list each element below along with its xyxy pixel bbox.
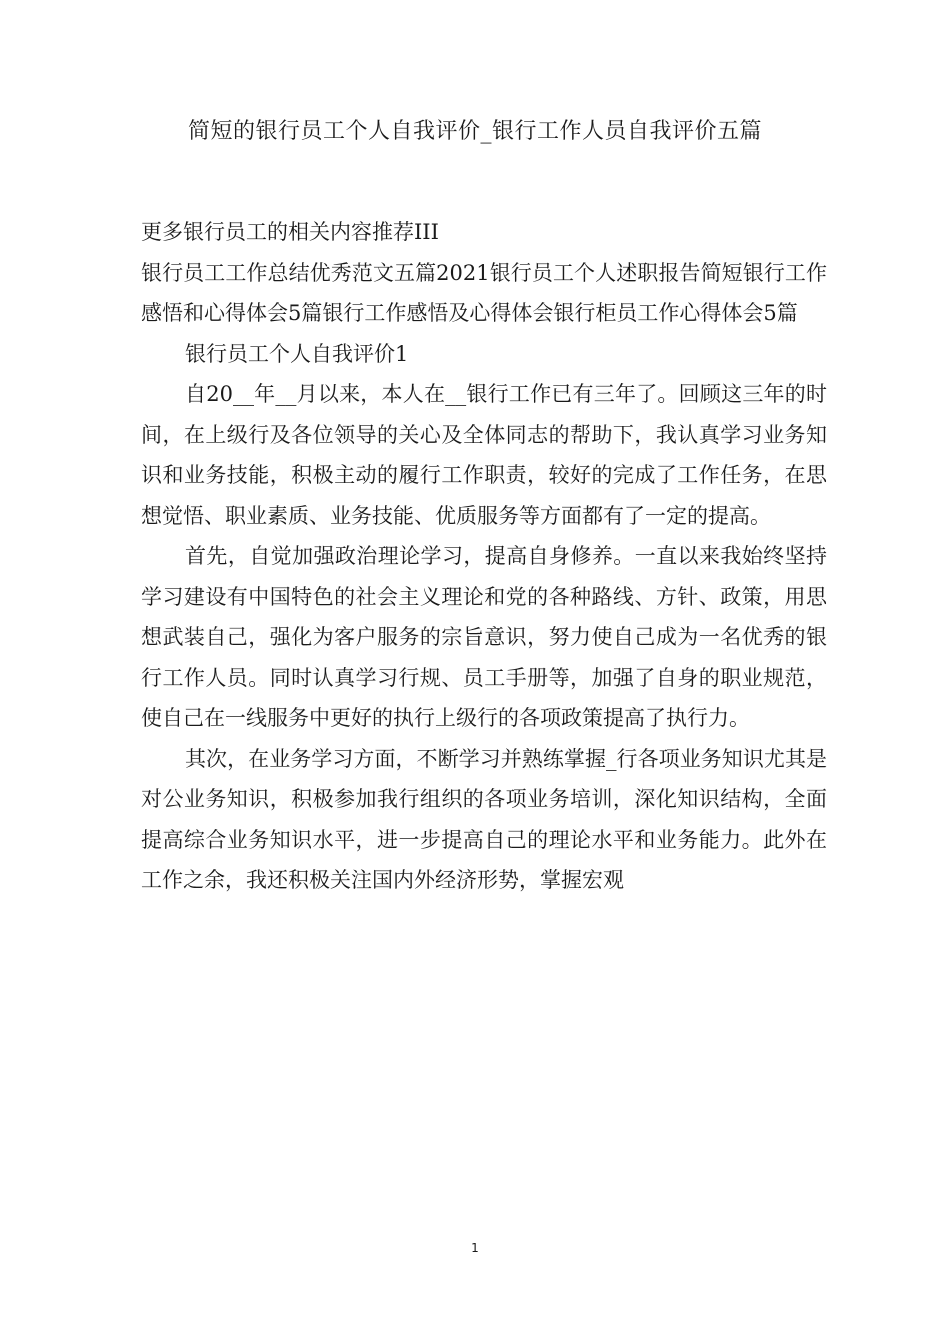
- paragraph-related-links: 银行员工工作总结优秀范文五篇2021银行员工个人述职报告简短银行工作感悟和心得体会5篇银行工作感悟及心得体会银行柜员工作心得体会5篇: [141, 260, 827, 325]
- paragraph-related-heading: 更多银行员工的相关内容推荐III: [141, 220, 439, 244]
- paragraph-intro: 自20__年__月以来，本人在__银行工作已有三年了。回顾这三年的时间，在上级行及各位领导的关心及全体同志的帮助下，我认真学习业务知识和业务技能，积极主动的履行工作职责，较好的完成了工作任务，在思想觉悟、职业素质、业务技能、优质服务等方面都有了一定的提高。: [141, 382, 827, 528]
- paragraph-first: 首先，自觉加强政治理论学习，提高自身修养。一直以来我始终坚持学习建设有中国特色的社会主义理论和党的各种路线、方针、政策，用思想武装自己，强化为客户服务的宗旨意识，努力使自己成为一名优秀的银行工作人员。同时认真学习行规、员工手册等，加强了自身的职业规范，使自己在一线服务中更好的执行上级行的各项政策提高了执行力。: [141, 544, 827, 730]
- document-title: 简短的银行员工个人自我评价_银行工作人员自我评价五篇: [187, 119, 762, 144]
- document-body: [141, 212, 827, 901]
- paragraph-second: 其次，在业务学习方面，不断学习并熟练掌握_行各项业务知识尤其是对公业务知识，积极参加我行组织的各项业务培训，深化知识结构，全面提高综合业务知识水平，进一步提高自己的理论水平和业务能力。此外在工作之余，我还积极关注国内外经济形势，掌握宏观: [141, 746, 827, 892]
- section-heading: 银行员工个人自我评价1: [185, 341, 409, 366]
- page-number: 1: [471, 1241, 479, 1255]
